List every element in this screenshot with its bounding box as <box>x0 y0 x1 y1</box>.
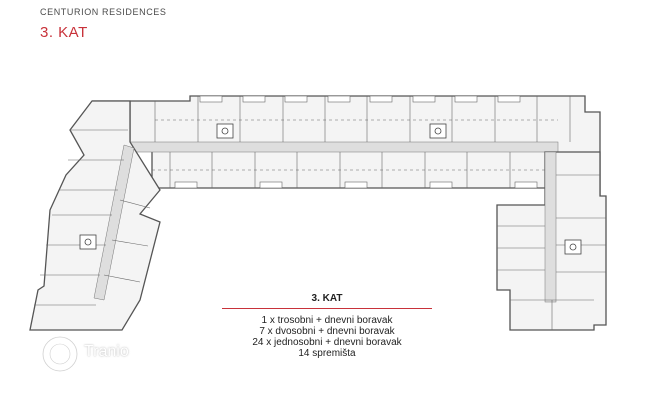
tranio-logo-icon <box>38 334 82 374</box>
legend-line: 14 spremišta <box>298 348 356 359</box>
corridor-right <box>545 152 556 302</box>
brand-title: CENTURION RESIDENCES <box>40 7 167 17</box>
legend-line: 7 x dvosobni + dnevni boravak <box>259 326 395 337</box>
watermark <box>38 334 148 374</box>
legend-divider <box>222 308 432 309</box>
corridor-top <box>128 142 558 152</box>
wing-top <box>92 96 600 196</box>
floor-title: 3. KAT <box>40 24 88 41</box>
watermark-text: Tranio <box>84 343 129 360</box>
legend-line: 1 x trosobni + dnevni boravak <box>261 315 393 326</box>
legend-line: 24 x jednosobni + dnevni boravak <box>252 337 402 348</box>
legend-title: 3. KAT <box>311 293 343 304</box>
legend <box>222 293 432 359</box>
